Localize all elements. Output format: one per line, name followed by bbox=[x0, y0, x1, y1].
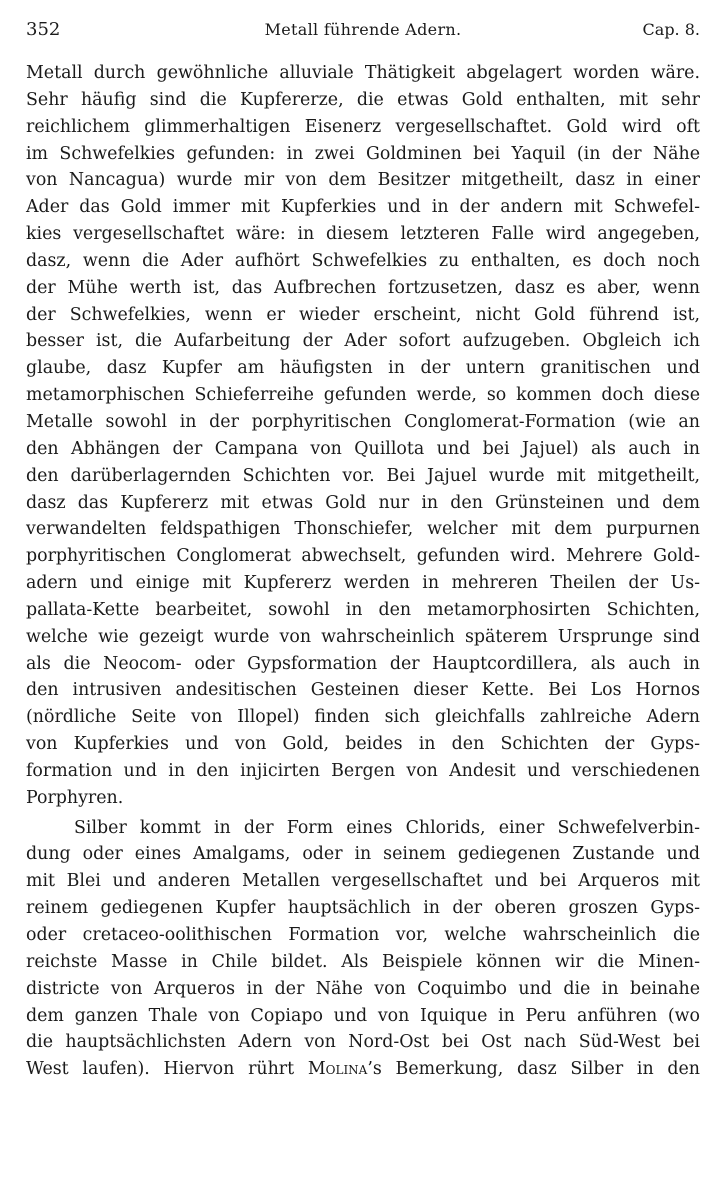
text-line: Metalle sowohl in der porphyritischen Conglomerat-Formation (wie an bbox=[26, 411, 700, 432]
text-line bbox=[26, 1056, 700, 1083]
text-line: oder cretaceo-oolithischen Formation vor, welche wahrscheinlich die bbox=[26, 925, 700, 945]
text-line: welche wie gezeigt wurde von wahrscheinlich späterem Ursprunge sind bbox=[26, 626, 700, 647]
text-line: reinem gediegenen Kupfer hauptsächlich in der oberen groszen Gyps- bbox=[26, 898, 700, 919]
text-line: Ader das Gold immer mit Kupferkies und in der andern mit Schwefel- bbox=[26, 197, 700, 218]
author-name: Molina bbox=[307, 1059, 368, 1080]
text-line: als die Neocom- oder Gypsformation der Hauptcordillera, als auch in bbox=[26, 653, 700, 674]
text-line: im Schwefelkies gefunden: in zwei Goldminen bei Yaquil (in der Nähe bbox=[26, 143, 700, 164]
text-line: formation und in den injicirten Bergen von Andesit und verschiedenen bbox=[26, 760, 700, 781]
text-fragment: ’s Bemerkung, dasz Silber in den bbox=[367, 1059, 700, 1080]
text-line: kies vergesellschaftet wäre: in diesem letzteren Falle wird angegeben, bbox=[26, 224, 700, 245]
running-head bbox=[26, 14, 700, 46]
text-line: den intrusiven andesitischen Gesteinen dieser Kette. Bei Los Hornos bbox=[26, 680, 700, 701]
text-line: von Nancagua) wurde mir von dem Besitzer mitgetheilt, dasz in einer bbox=[26, 170, 700, 191]
text-line: Porphyren. bbox=[26, 787, 124, 808]
text-line: Metall durch gewöhnliche alluviale Thätigkeit abgelagert worden wäre. bbox=[26, 63, 700, 83]
text-line: Sehr häufig sind die Kupfererze, die etwas Gold enthalten, mit sehr bbox=[26, 89, 700, 110]
paragraph-1 bbox=[26, 60, 700, 812]
text-line: den darüberlagernden Schichten vor. Bei Jajuel wurde mit mitgetheilt, bbox=[26, 465, 700, 486]
text-line: metamorphischen Schieferreihe gefunden werde, so kommen doch diese bbox=[26, 385, 700, 406]
text-line: (nördliche Seite von Illopel) finden sich gleichfalls zahlreiche Adern bbox=[26, 707, 700, 728]
text-line: der Schwefelkies, wenn er wieder erscheint, nicht Gold führend ist, bbox=[26, 304, 700, 325]
paragraph-2 bbox=[26, 815, 700, 1083]
text-line: districte von Arqueros in der Nähe von Coquimbo und die in beinahe bbox=[26, 978, 700, 999]
text-line: von Kupferkies und von Gold, beides in den Schichten der Gyps- bbox=[26, 734, 700, 755]
text-line: Silber kommt in der Form eines Chlorids, einer Schwefelverbin- bbox=[74, 817, 700, 838]
text-line: porphyritischen Conglomerat abwechselt, gefunden wird. Mehrere Gold- bbox=[26, 546, 700, 567]
text-line: reichlichem glimmerhaltigen Eisenerz vergesellschaftet. Gold wird oft bbox=[26, 116, 700, 137]
text-line: die hauptsächlichsten Adern von Nord-Ost bei Ost nach Süd-West bei bbox=[26, 1032, 700, 1053]
text-line: pallata-Kette bearbeitet, sowohl in den metamorphosirten Schichten, bbox=[26, 599, 700, 620]
text-line: besser ist, die Aufarbeitung der Ader sofort aufzugeben. Obgleich ich bbox=[26, 331, 700, 352]
text-fragment: West laufen). Hiervon rührt bbox=[26, 1059, 308, 1080]
page-number: 352 bbox=[26, 19, 61, 40]
text-line: dasz, wenn die Ader aufhört Schwefelkies zu enthalten, es doch noch bbox=[26, 250, 700, 271]
text-line: dem ganzen Thale von Copiapo und von Iquique in Peru anführen (wo bbox=[26, 1005, 700, 1026]
text-line: der Mühe werth ist, das Aufbrechen fortzusetzen, dasz es aber, wenn bbox=[26, 277, 700, 298]
text-line: dasz das Kupfererz mit etwas Gold nur in den Grünsteinen und dem bbox=[26, 492, 700, 513]
body-text bbox=[26, 60, 700, 1083]
book-page bbox=[26, 14, 700, 1194]
chapter-reference: Cap. 8. bbox=[642, 20, 700, 39]
text-line: reichste Masse in Chile bildet. Als Beispiele können wir die Minen- bbox=[26, 951, 700, 972]
running-title: Metall führende Adern. bbox=[264, 20, 462, 39]
text-line: verwandelten feldspathigen Thonschiefer, welcher mit dem purpurnen bbox=[26, 519, 700, 540]
text-line: glaube, dasz Kupfer am häufigsten in der untern granitischen und bbox=[26, 358, 700, 379]
text-line: mit Blei und anderen Metallen vergesellschaftet und bei Arqueros mit bbox=[26, 871, 700, 892]
text-line: adern und einige mit Kupfererz werden in mehreren Theilen der Us- bbox=[26, 573, 700, 594]
text-line: den Abhängen der Campana von Quillota und bei Jajuel) als auch in bbox=[26, 438, 700, 459]
text-line: dung oder eines Amalgams, oder in seinem gediegenen Zustande und bbox=[26, 844, 700, 865]
